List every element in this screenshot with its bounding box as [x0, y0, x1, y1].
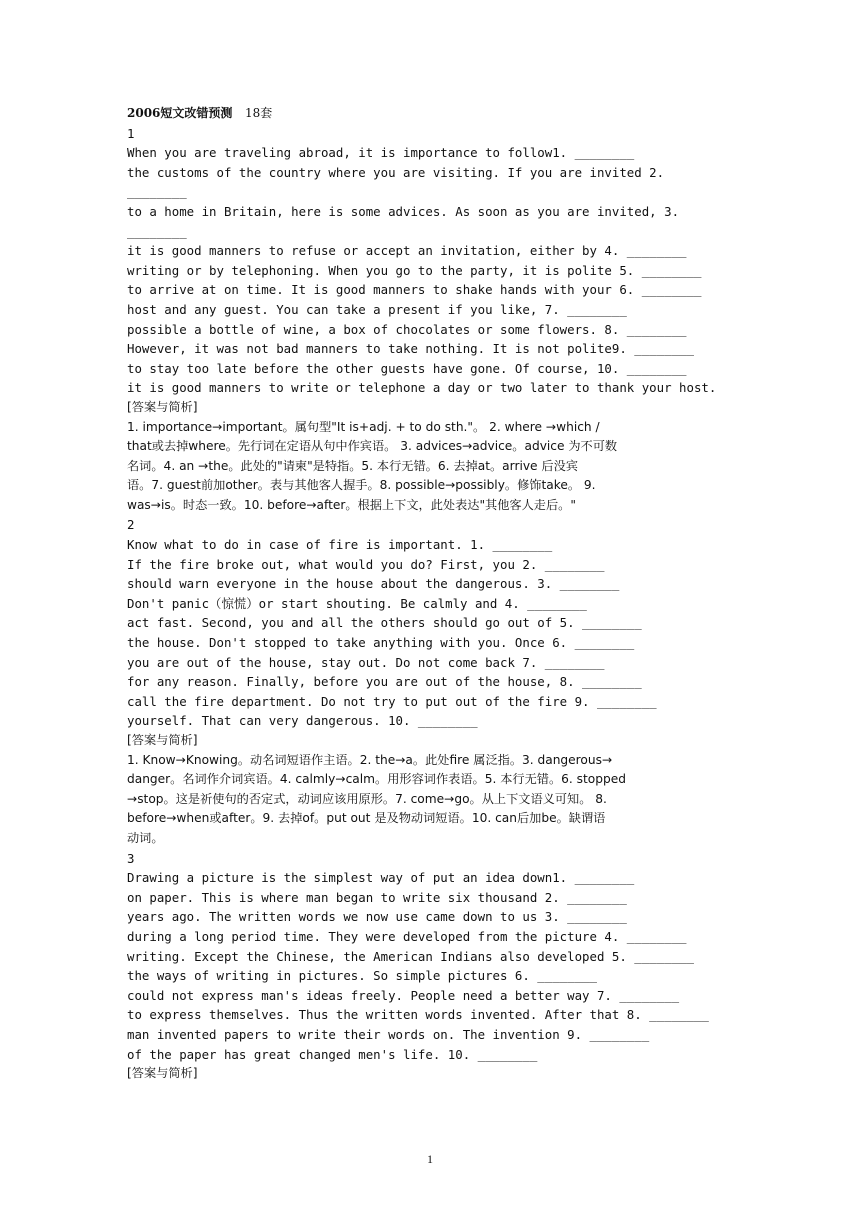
answer-line: danger。名词作介词宾语。4. calmly→calm。用形容词作表语。5. 本行无错。6. stopped: [127, 772, 626, 787]
exercise-line: possible a bottle of wine, a box of chocolates or some flowers. 8. ________: [127, 321, 687, 337]
exercise-line: it is good manners to write or telephone a day or two later to thank your host.: [127, 380, 717, 396]
exercise-line: yourself. That can very dangerous. 10. ________: [127, 713, 478, 729]
answer-header: [答案与简析]: [127, 733, 198, 747]
exercise-line: writing or by telephoning. When you go to the party, it is polite 5. ________: [127, 262, 702, 278]
exercise-line: it is good manners to refuse or accept an invitation, either by 4. ________: [127, 243, 687, 259]
answer-line: before→when或after。9. 去掉of。put out 是及物动词短语。10. can后加be。缺谓语: [127, 811, 606, 826]
exercise-line: Drawing a picture is the simplest way of put an idea down1. ________: [127, 870, 635, 886]
exercise-line: the customs of the country where you are visiting. If you are invited 2.: [127, 164, 665, 180]
section-number: 2: [127, 517, 135, 533]
exercise-line: to stay too late before the other guests have gone. Of course, 10. ________: [127, 360, 687, 376]
exercise-line: of the paper has great changed men's life. 10. ________: [127, 1046, 538, 1062]
document-body: [127, 104, 747, 1084]
document-title: [127, 104, 747, 124]
page-number: 1: [427, 1152, 433, 1166]
answer-header: [答案与简析]: [127, 399, 198, 414]
exercise-line: When you are traveling abroad, it is importance to follow1. ________: [127, 145, 635, 161]
section-number: 3: [127, 850, 135, 866]
exercise-line: If the fire broke out, what would you do? First, you 2. ________: [127, 556, 605, 572]
answer-line: 1. importance→important。属句型"It is+adj. + to do sth."。 2. where →which /: [127, 419, 600, 434]
exercise-line: Don't panic（惊慌）or start shouting. Be calmly and 4. ________: [127, 595, 587, 611]
exercise-line: However, it was not bad manners to take nothing. It is not polite9. ________: [127, 341, 694, 357]
exercise-line: could not express man's ideas freely. People need a better way 7. ________: [127, 987, 680, 1003]
exercise-line: ________: [127, 184, 187, 200]
answer-header: [答案与简析]: [127, 1066, 198, 1081]
exercise-line: writing. Except the Chinese, the American Indians also developed 5. ________: [127, 948, 694, 964]
exercise-line: years ago. The written words we now use came down to us 3. ________: [127, 909, 627, 925]
exercise-line: should warn everyone in the house about the dangerous. 3. ________: [127, 576, 620, 592]
answer-line: was→is。时态一致。10. before→after。根据上下文，此处表达"其他客人走后。": [127, 497, 576, 512]
exercise-line: Know what to do in case of fire is important. 1. ________: [127, 537, 553, 553]
answer-line: that或去掉where。先行词在定语从句中作宾语。 3. advices→advice。advice 为不可数: [127, 439, 618, 454]
answer-line: 语。7. guest前加other。表与其他客人握手。8. possible→possibly。修饰take。 9.: [127, 478, 596, 493]
answer-line: →stop。这是祈使句的否定式，动词应该用原形。7. come→go。从上下文语义可知。 8.: [127, 791, 607, 806]
title-count: 18套: [244, 106, 273, 120]
section-number: 1: [127, 125, 135, 141]
exercise-line: man invented papers to write their words on. The invention 9. ________: [127, 1026, 650, 1042]
title-text: 2006短文改错预测: [127, 106, 233, 120]
exercise-line: call the fire department. Do not try to put out of the fire 9. ________: [127, 693, 657, 709]
exercise-line: host and any guest. You can take a present if you like, 7. ________: [127, 301, 627, 317]
exercise-line: you are out of the house, stay out. Do not come back 7. ________: [127, 654, 605, 670]
exercise-line: the ways of writing in pictures. So simple pictures 6. ________: [127, 968, 597, 984]
exercise-line: to arrive at on time. It is good manners to shake hands with your 6. ________: [127, 282, 702, 298]
exercise-line: for any reason. Finally, before you are out of the house, 8. ________: [127, 674, 642, 690]
answer-line: 1. Know→Knowing。动名词短语作主语。2. the→a。此处fire 属泛指。3. dangerous→: [127, 752, 613, 767]
exercise-line: during a long period time. They were developed from the picture 4. ________: [127, 928, 687, 944]
exercise-line: on paper. This is where man began to write six thousand 2. ________: [127, 889, 627, 905]
exercise-line: ________: [127, 223, 187, 239]
exercise-line: act fast. Second, you and all the others should go out of 5. ________: [127, 615, 642, 631]
exercise-line: to express themselves. Thus the written words invented. After that 8. ________: [127, 1007, 709, 1023]
answer-line: 动词。: [127, 830, 164, 845]
answer-line: 名词。4. an →the。此处的"请柬"是特指。5. 本行无错。6. 去掉at。arrive 后没宾: [127, 458, 578, 473]
exercise-line: the house. Don't stopped to take anything with you. Once 6. ________: [127, 635, 635, 651]
exercise-line: to a home in Britain, here is some advices. As soon as you are invited, 3.: [127, 203, 680, 219]
